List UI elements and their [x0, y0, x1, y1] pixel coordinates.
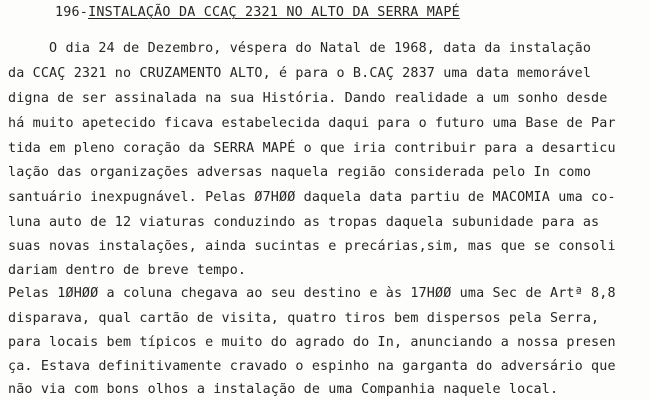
section-heading	[55, 4, 460, 22]
text-line: lação das organizações adversas naquela região considerada pelo In como	[8, 165, 592, 180]
text-line: santuário inexpugnável. Pelas Ø7HØØ daquela data partiu de MACOMIA uma co-	[8, 190, 616, 205]
text-line: O dia 24 de Dezembro, véspera do Natal de 1968, data da instalação	[8, 41, 592, 56]
text-line: para locais bem típicos e muito do agrado do In, anunciando a nossa presen	[8, 335, 616, 350]
section-title: INSTALAÇÃO DA CCAÇ 2321 NO ALTO DA SERRA MAPÉ	[88, 5, 460, 20]
text-line: há muito apetecido ficava estabelecida daqui para o futuro uma Base de Par	[8, 116, 616, 131]
text-line: digna de ser assinalada na sua História. Dando realidade a um sonho desde	[8, 91, 608, 106]
text-line: da CCAÇ 2321 no CRUZAMENTO ALTO, é para o B.CAÇ 2837 uma data memorável	[8, 66, 592, 81]
text-line: tida em pleno coração da SERRA MAPÉ o que iria contribuir para a desarticu	[8, 141, 616, 156]
text-line: não via com bons olhos a instalação de uma Companhia naquele local.	[8, 382, 559, 397]
text-line: disparava, qual cartão de visita, quatro tiros bem dispersos pela Serra,	[8, 311, 600, 326]
text-line: suas novas instalações, ainda sucintas e precárias,sim, mas que se consoli	[8, 239, 616, 254]
text-line: dariam dentro de breve tempo.	[8, 263, 247, 278]
section-number: 196-	[55, 5, 89, 20]
text-line: Pelas 1ØHØØ a coluna chegava ao seu destino e às 17HØØ uma Sec de Artª 8,8	[8, 286, 616, 301]
text-line: luna auto de 12 viaturas conduzindo as tropas daquela subunidade para as	[8, 215, 600, 230]
text-line: ça. Estava definitivamente cravado o espinho na garganta do adversário que	[8, 359, 616, 374]
